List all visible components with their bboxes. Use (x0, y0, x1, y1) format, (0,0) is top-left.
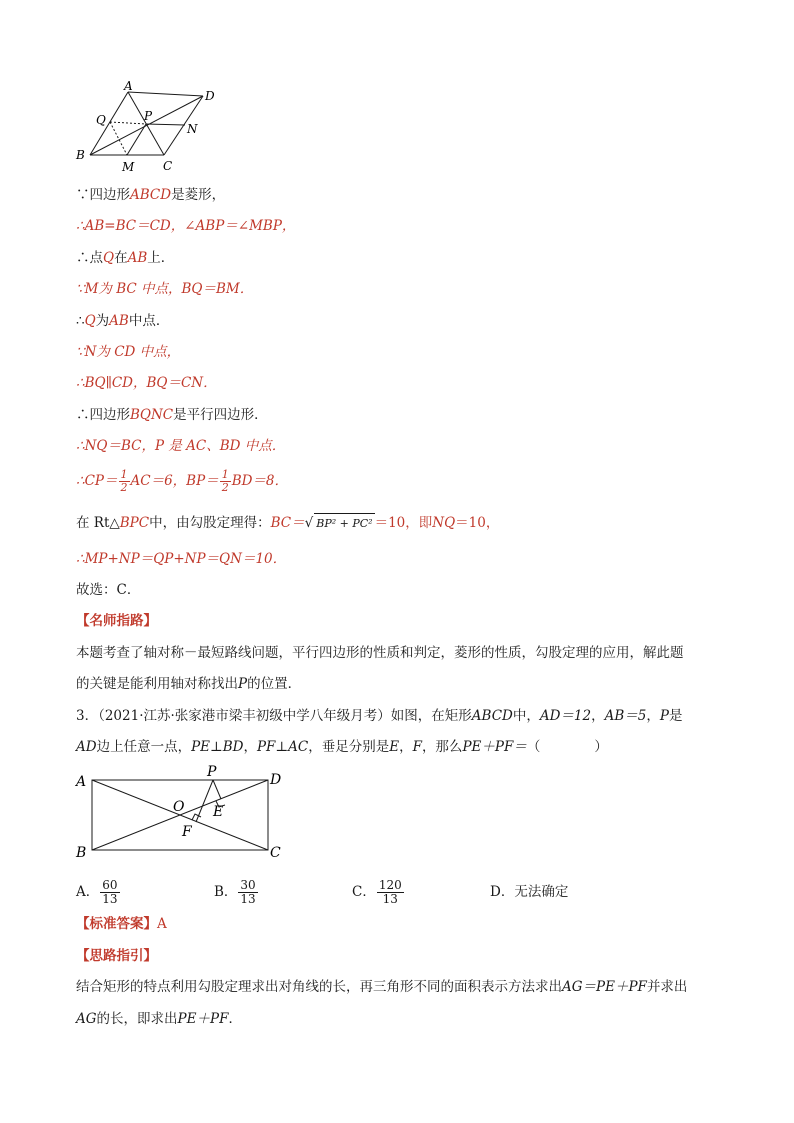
fraction-half: $\frac{1}{2}$ (120, 468, 128, 494)
hint-heading: 【思路指引】 (76, 948, 157, 964)
label-E: E (213, 804, 224, 820)
proof-line-6: ∵N为 CD 中点， (76, 344, 181, 360)
hint-body-1: 结合矩形的特点利用勾股定理求出对角线的长，再三角形不同的面积表示方法求出AG＝PE＋PF并求出 (76, 979, 688, 995)
standard-answer: 【标准答案】A (76, 916, 167, 932)
teacher-tip-heading: 【名师指路】 (76, 613, 157, 629)
answer-blank: （ ） (526, 739, 608, 755)
right-angle-F (192, 814, 201, 820)
sqrt-radicand: BP² + PC² (314, 513, 374, 534)
choice-a[interactable]: A． $\frac{60}{13}$ (76, 878, 118, 906)
teacher-tip-body-1: 本题考查了轴对称－最短路线问题，平行四边形的性质和判定，菱形的性质，勾股定理的应用，解此题 (76, 645, 684, 661)
segment-PN (146, 124, 185, 125)
label-C: C (270, 845, 281, 861)
label-O: O (173, 799, 185, 815)
label-P: P (144, 109, 153, 123)
label-B: B (76, 148, 85, 162)
proof-line-7: ∴BQ∥CD，BQ＝CN． (76, 375, 217, 391)
hint-body-2: AG的长，即求出PE＋PF． (76, 1011, 242, 1027)
proof-line-8: ∴四边形BQNC是平行四边形． (76, 407, 268, 423)
rectangle-figure (70, 762, 300, 864)
segment-PE (213, 780, 221, 799)
label-C: C (163, 159, 173, 173)
label-D: D (270, 772, 282, 788)
choice-c[interactable]: C． $\frac{120}{13}$ (352, 878, 402, 906)
choice-d[interactable]: D．无法确定 (490, 884, 569, 900)
choice-b[interactable]: B． $\frac{30}{13}$ (214, 878, 256, 906)
segment-QP (110, 122, 146, 124)
rhombus-figure (70, 80, 230, 175)
proof-line-4: ∵M为 BC 中点，BQ＝BM． (76, 281, 254, 297)
teacher-tip-body-2: 的关键是能利用轴对称找出P的位置． (76, 676, 302, 692)
proof-line-11: 在 Rt△BPC中，由勾股定理得：BC＝√ BP² + PC² ＝10，即NQ＝10， (76, 513, 499, 534)
segment-QM (110, 122, 127, 155)
label-F: F (182, 824, 192, 840)
proof-line-5: ∴Q为AB中点． (76, 313, 170, 329)
label-P: P (207, 764, 217, 780)
label-D: D (205, 89, 215, 103)
label-Q: Q (96, 113, 106, 127)
proof-line-3: ∴点Q在AB上． (76, 250, 175, 266)
proof-line-13: 故选：C． (76, 582, 141, 598)
side-AD (128, 92, 203, 96)
label-N: N (187, 122, 198, 136)
question-3-line-2: AD边上任意一点，PE⊥BD，PF⊥AC，垂足分别是E，F，那么PE＋PF＝（ ） (76, 739, 608, 755)
label-M: M (122, 160, 135, 174)
label-A: A (124, 80, 133, 93)
proof-line-1: ∵四边形ABCD是菱形， (76, 187, 226, 203)
proof-line-12: ∴MP+NP＝QP+NP＝QN＝10． (76, 551, 287, 567)
proof-line-2: ∴AB=BC＝CD，∠ABP＝∠MBP， (76, 218, 296, 234)
proof-line-9: ∴NQ＝BC，P 是 AC、BD 中点． (76, 438, 286, 454)
label-A: A (76, 774, 87, 790)
label-B: B (76, 845, 87, 861)
fraction-half: $\frac{1}{2}$ (221, 468, 229, 494)
sqrt-sign: √ (304, 515, 314, 531)
question-3-line-1: 3．（2021·江苏·张家港市梁丰初级中学八年级月考）如图，在矩形ABCD中，AD＝12，AB＝5，P是 (76, 708, 683, 724)
segment-MP (127, 124, 146, 155)
proof-line-10: ∴CP＝ $\frac{1}{2}$ AC＝6，BP＝ $\frac{1}{2}$ BD＝8． (76, 468, 289, 494)
